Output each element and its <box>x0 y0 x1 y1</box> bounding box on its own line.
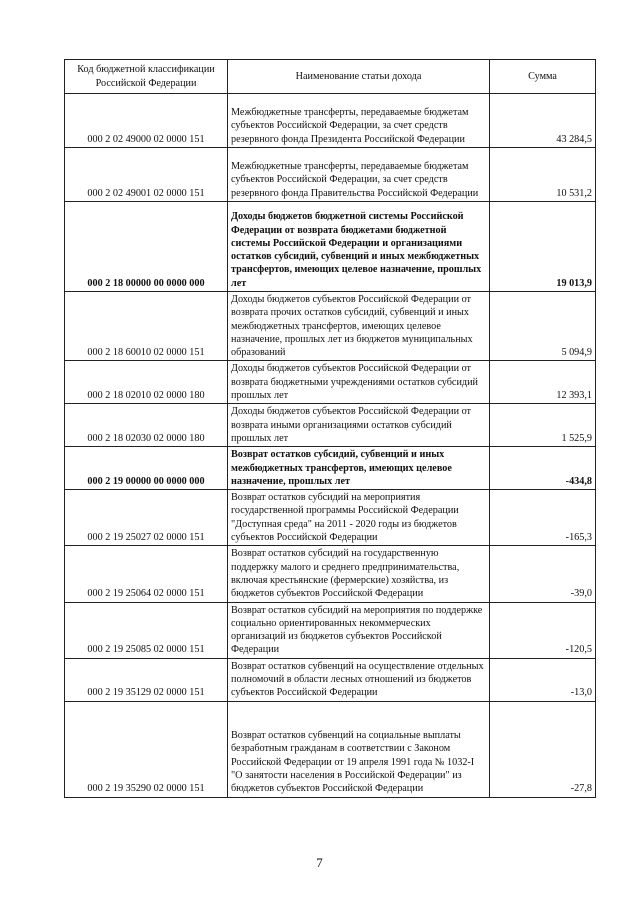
table-row <box>65 490 596 546</box>
row-sum: 12 393,1 <box>490 361 596 404</box>
table-row <box>65 404 596 447</box>
header-name: Наименование статьи дохода <box>228 60 490 94</box>
row-code: 000 2 18 02010 02 0000 180 <box>65 361 228 404</box>
table-row <box>65 292 596 361</box>
header-code: Код бюджетной классификации Российской Федерации <box>65 60 228 94</box>
page-number: 7 <box>316 855 323 870</box>
header-sum: Сумма <box>490 60 596 94</box>
row-code: 000 2 18 60010 02 0000 151 <box>65 292 228 361</box>
table-row <box>65 546 596 602</box>
table-row <box>65 658 596 701</box>
row-sum: 19 013,9 <box>490 202 596 292</box>
row-code: 000 2 19 35290 02 0000 151 <box>65 701 228 797</box>
row-sum: -120,5 <box>490 602 596 658</box>
row-code: 000 2 02 49000 02 0000 151 <box>65 94 228 148</box>
row-code: 000 2 19 35129 02 0000 151 <box>65 658 228 701</box>
table-body <box>65 94 596 798</box>
table-row <box>65 602 596 658</box>
table-row <box>65 148 596 202</box>
table-row <box>65 447 596 490</box>
row-sum: -434,8 <box>490 447 596 490</box>
row-code: 000 2 19 25027 02 0000 151 <box>65 490 228 546</box>
row-name: Доходы бюджетов субъектов Российской Федерации от возврата бюджетными учреждениями остатков субсидий прошлых лет <box>228 361 490 404</box>
row-sum: 43 284,5 <box>490 94 596 148</box>
row-name: Межбюджетные трансферты, передаваемые бюджетам субъектов Российской Федерации, за счет средств резервного фонда Президента Российской Федерации <box>228 94 490 148</box>
row-sum: 5 094,9 <box>490 292 596 361</box>
row-sum: 10 531,2 <box>490 148 596 202</box>
row-name: Возврат остатков субвенций на осуществление отдельных полномочий в области лесных отношений из бюджетов субъектов Российской Федерации <box>228 658 490 701</box>
table-header-row <box>65 60 596 94</box>
row-name: Возврат остатков субсидий, субвенций и иных межбюджетных трансфертов, имеющих целевое назначение, прошлых лет <box>228 447 490 490</box>
table-row <box>65 202 596 292</box>
row-name: Межбюджетные трансферты, передаваемые бюджетам субъектов Российской Федерации, за счет средств резервного фонда Правительства Российской Федерации <box>228 148 490 202</box>
row-name: Доходы бюджетов субъектов Российской Федерации от возврата иными организациями остатков субсидий прошлых лет <box>228 404 490 447</box>
row-code: 000 2 19 25085 02 0000 151 <box>65 602 228 658</box>
revenue-table <box>64 59 596 798</box>
row-code: 000 2 02 49001 02 0000 151 <box>65 148 228 202</box>
row-name: Возврат остатков субсидий на мероприятия государственной программы Российской Федерации "Доступная среда" на 2011 - 2020 годы из бюджетов субъектов Российской Федерации <box>228 490 490 546</box>
row-code: 000 2 19 25064 02 0000 151 <box>65 546 228 602</box>
row-code: 000 2 18 00000 00 0000 000 <box>65 202 228 292</box>
row-name: Доходы бюджетов бюджетной системы Российской Федерации от возврата бюджетами бюджетной системы Российской Федерации и организациями остатков субсидий, субвенций и иных межбюджетных трансфертов, имеющих целевое назначение, прошлых лет <box>228 202 490 292</box>
row-name: Возврат остатков субсидий на государственную поддержку малого и среднего предпринимательства, включая крестьянские (фермерские) хозяйства, из бюджетов субъектов Российской Федерации <box>228 546 490 602</box>
row-sum: -165,3 <box>490 490 596 546</box>
row-code: 000 2 18 02030 02 0000 180 <box>65 404 228 447</box>
table-row <box>65 94 596 148</box>
row-name: Возврат остатков субсидий на мероприятия по поддержке социально ориентированных некоммерческих организаций из бюджетов субъектов Российской Федерации <box>228 602 490 658</box>
row-sum: -27,8 <box>490 701 596 797</box>
row-name: Возврат остатков субвенций на социальные выплаты безработным гражданам в соответствии с Законом Российской Федерации от 19 апреля 1991 года № 1032-I "О занятости населения в Российской Федерации" из бюджетов субъектов Российской Федерации <box>228 701 490 797</box>
table-row <box>65 701 596 797</box>
row-name: Доходы бюджетов субъектов Российской Федерации от возврата прочих остатков субсидий, субвенций и иных межбюджетных трансфертов, имеющих целевое назначение, прошлых лет из бюджетов муниципальных образований <box>228 292 490 361</box>
row-sum: 1 525,9 <box>490 404 596 447</box>
row-sum: -39,0 <box>490 546 596 602</box>
row-sum: -13,0 <box>490 658 596 701</box>
table-row <box>65 361 596 404</box>
row-code: 000 2 19 00000 00 0000 000 <box>65 447 228 490</box>
